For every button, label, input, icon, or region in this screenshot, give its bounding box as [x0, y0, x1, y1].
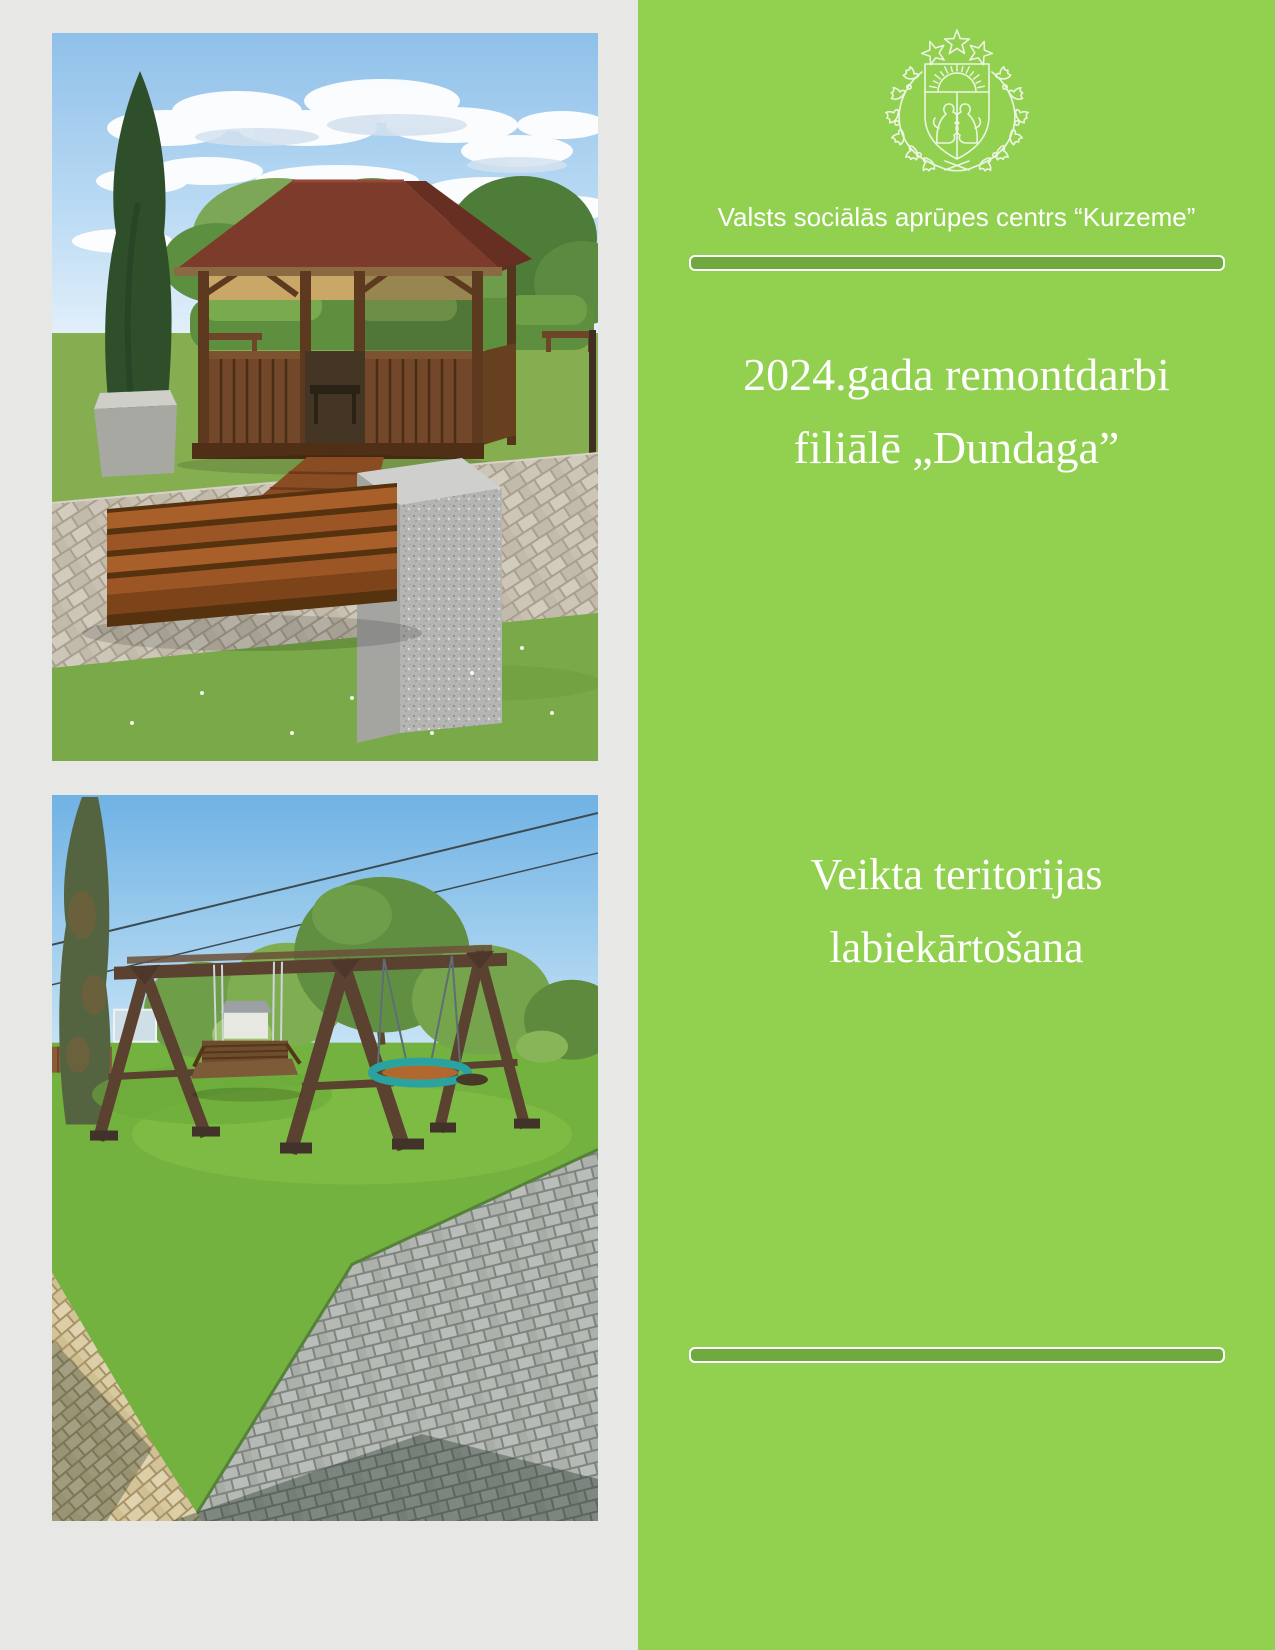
org-name: Valsts sociālās aprūpes centrs “Kurzeme”: [717, 202, 1196, 232]
page-title: [638, 338, 1275, 484]
page-title-line1: 2024.gada remontdarbi: [743, 349, 1170, 400]
divider-bar-top: [689, 255, 1225, 271]
latvia-coat-of-arms-icon: [881, 28, 1033, 182]
page-subtitle-line2: labiekārtošana: [829, 923, 1084, 972]
page-subtitle-line1: Veikta teritorijas: [810, 850, 1103, 899]
green-side-panel: [638, 0, 1275, 1650]
photo-gazebo: [52, 33, 598, 761]
page-subtitle: [638, 838, 1275, 984]
page-title-line2: filiālē „Dundaga”: [793, 422, 1120, 473]
photo-swings: [52, 795, 598, 1521]
swings-photo-illustration: [52, 795, 598, 1521]
divider-bar-bottom: [689, 1347, 1225, 1363]
gazebo-photo-illustration: [52, 33, 598, 761]
